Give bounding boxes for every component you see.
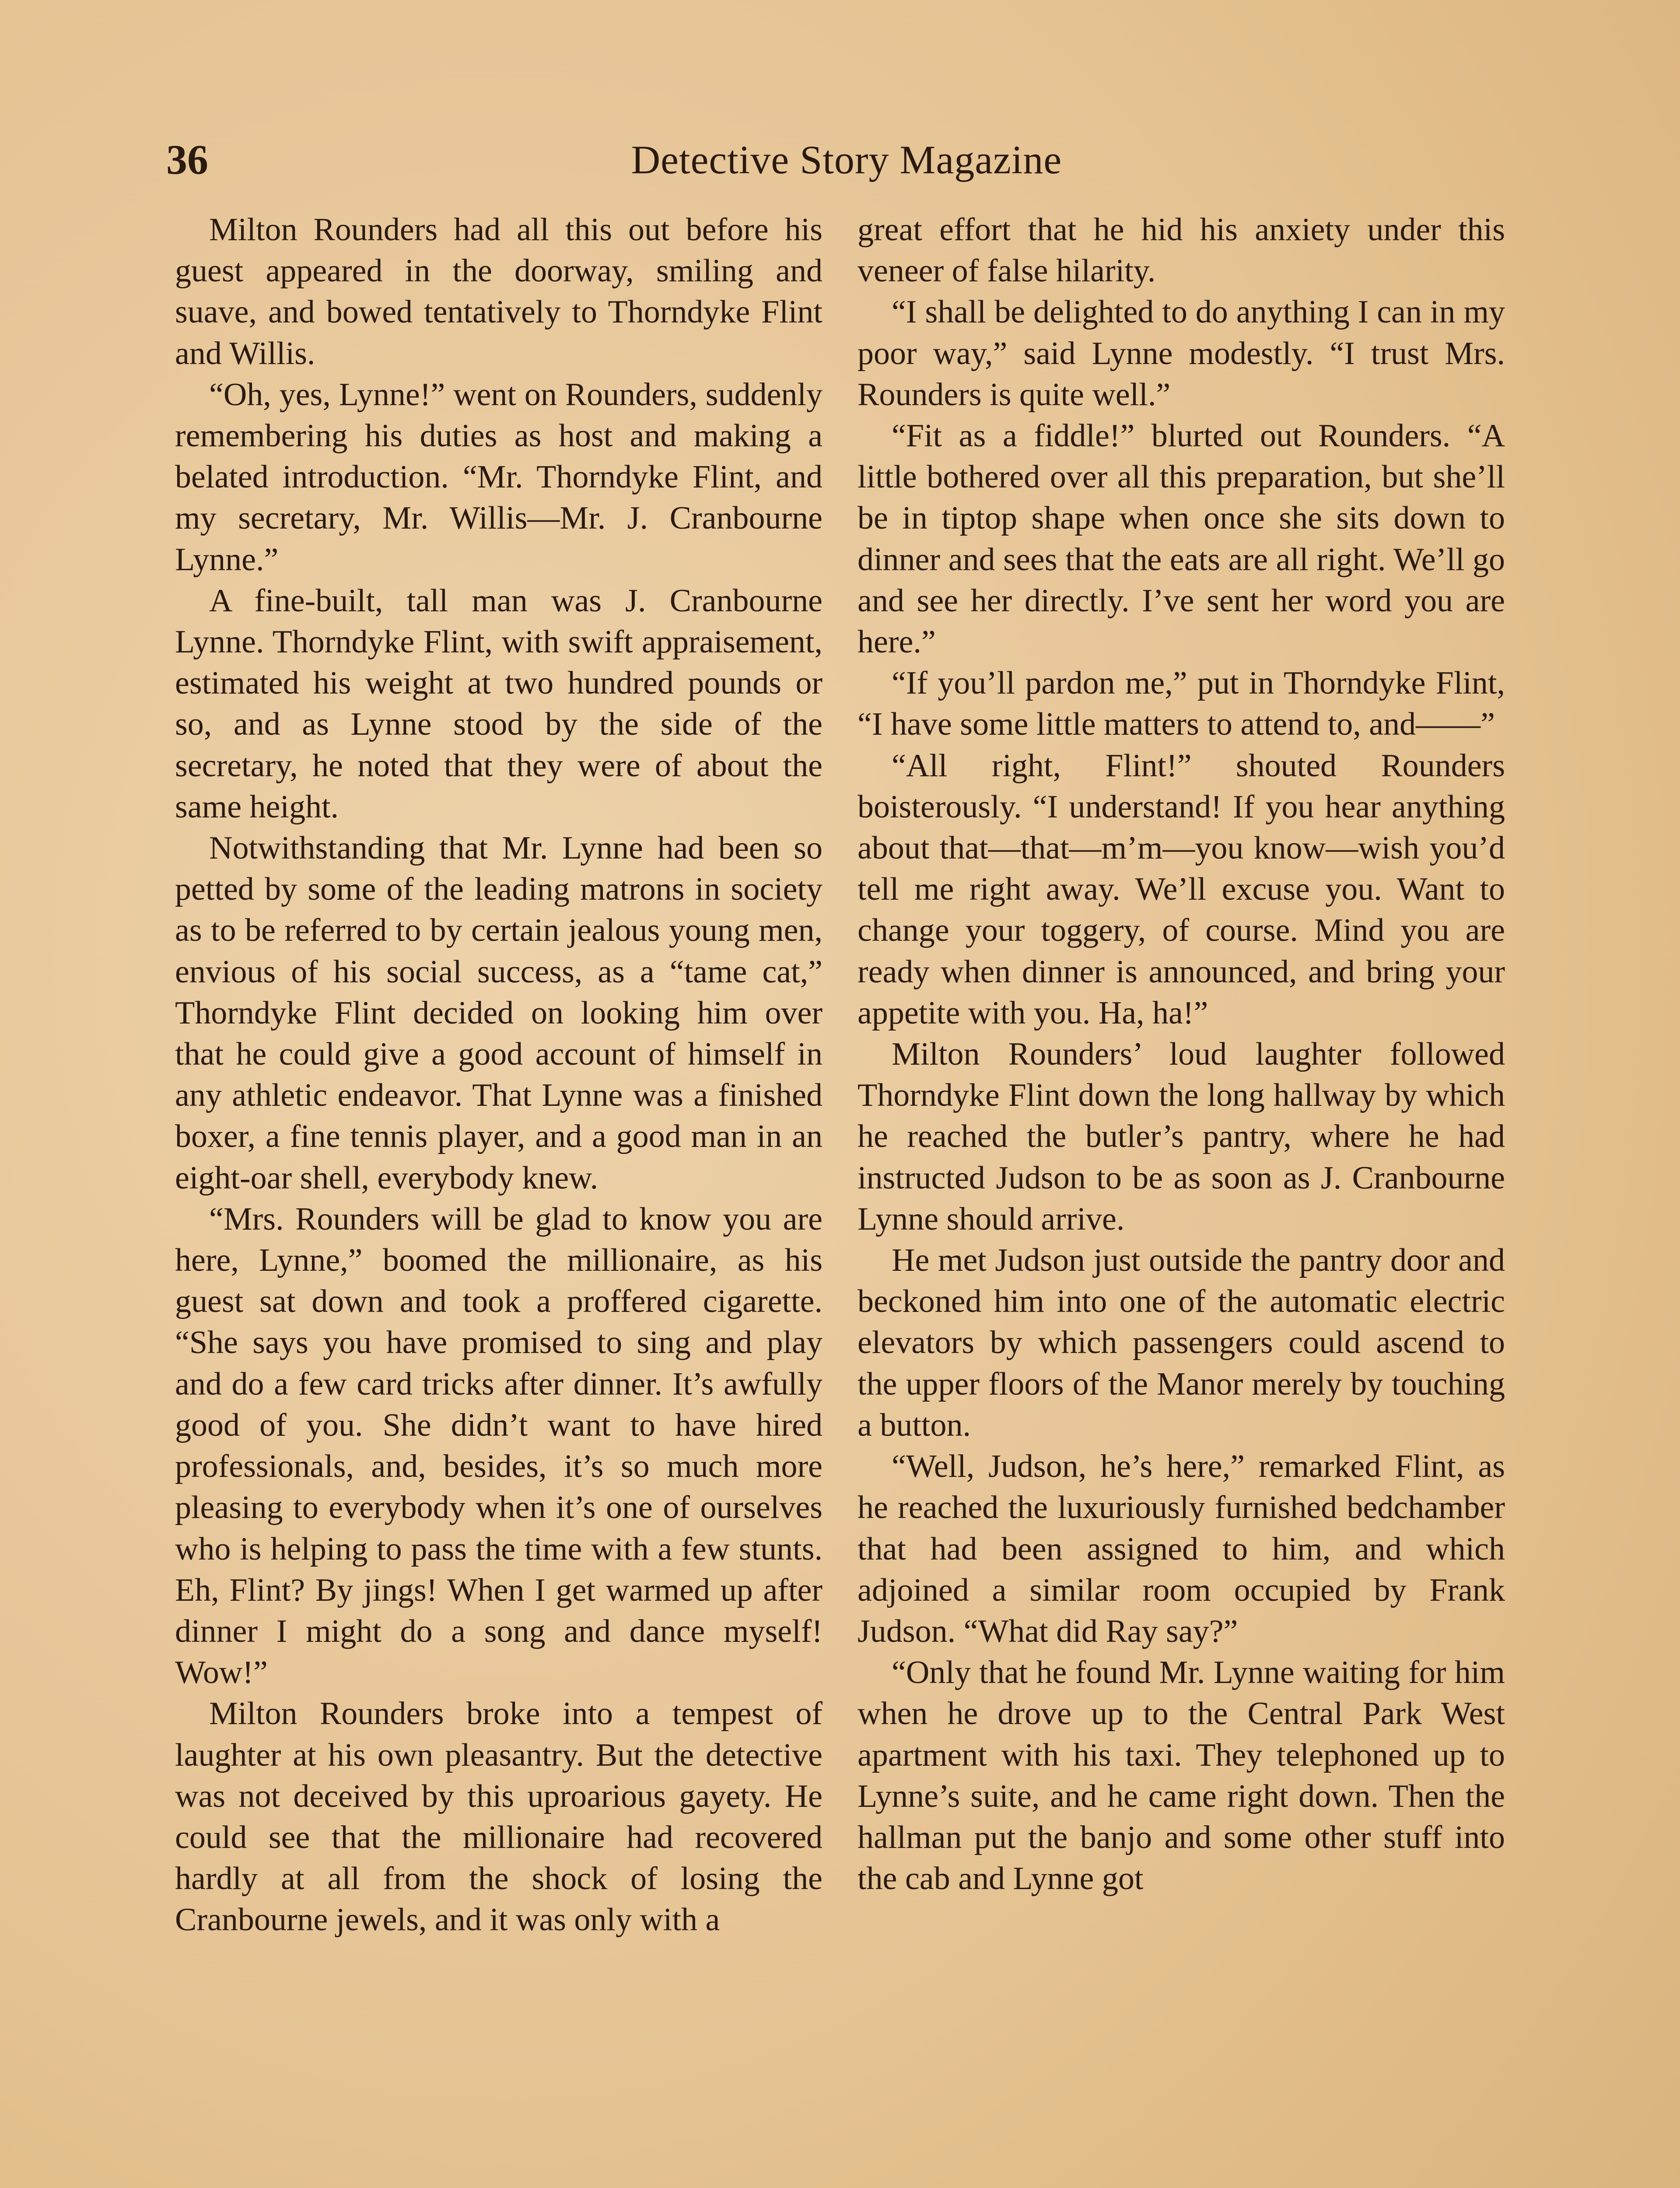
right-column xyxy=(858,209,1505,1899)
paragraph: “Mrs. Rounders will be glad to know you are here, Lynne,” boomed the millionaire, as his guest sat down and took a proffered cigarette. “She says you have promised to sing and play and do a few card tricks after dinner. It’s awfully good of you. She didn’t want to have hired professionals, and, besides, it’s so much more pleasing to everybody when it’s one of ourselves who is helping to pass the time with a few stunts. Eh, Flint? By jings! When I get warmed up after dinner I might do a song and dance myself! Wow!” xyxy=(175,1201,822,1691)
paragraph: He met Judson just outside the pantry door and beckoned him into one of the automatic electric elevators by which passengers could ascend to the upper floors of the Manor merely by touching a button. xyxy=(858,1242,1505,1443)
paragraph: “All right, Flint!” shouted Rounders boisterously. “I understand! If you hear anything about that—that—m’m—you know—wish you’d tell me right away. We’ll excuse you. Want to change your toggery, of course. Mind you are ready when dinner is announced, and bring your appetite with you. Ha, ha!” xyxy=(858,747,1505,1031)
paragraph: “Well, Judson, he’s here,” remarked Flint, as he reached the luxuriously furnished bedchamber that had been assigned to him, and which adjoined a similar room occupied by Frank Judson. “What did Ray say?” xyxy=(858,1448,1505,1649)
running-head: Detective Story Magazine xyxy=(631,137,1062,182)
page-header xyxy=(166,131,1527,188)
page-number: 36 xyxy=(166,136,208,183)
paragraph: “I shall be delighted to do anything I can in my poor way,” said Lynne modestly. “I trust Mrs. Rounders is quite well.” xyxy=(858,294,1505,413)
paragraph: Milton Rounders’ loud laughter followed Thorndyke Flint down the long hallway by which he reached the butler’s pantry, where he had instructed Judson to be as soon as J. Cranbourne Lynne should arrive. xyxy=(858,1036,1505,1237)
left-column xyxy=(175,209,822,1941)
paragraph: “Fit as a fiddle!” blurted out Rounders. “A little bothered over all this preparation, but she’ll be in tiptop shape when once she sits down to dinner and sees that the eats are all right. We’ll go and see her directly. I’ve sent her word you are here.” xyxy=(858,418,1505,660)
paragraph: Milton Rounders broke into a tempest of laughter at his own pleasantry. But the detective was not deceived by this uproarious gayety. He could see that the millionaire had recovered hardly at all from the shock of losing the Cranbourne jewels, and it was only with a xyxy=(175,1696,822,1938)
paragraph: “Only that he found Mr. Lynne waiting for him when he drove up to the Central Park West apartment with his taxi. They telephoned up to Lynne’s suite, and he came right down. Then the hallman put the banjo and some other stuff into the cab and Lynne got xyxy=(858,1655,1505,1897)
paragraph: A fine-built, tall man was J. Cranbourne Lynne. Thorndyke Flint, with swift appraisement, estimated his weight at two hundred pounds or so, and as Lynne stood by the side of the secretary, he noted that they were of about the same height. xyxy=(175,582,822,825)
paragraph-continued: great effort that he hid his anxiety under this veneer of false hilarity. xyxy=(858,212,1505,289)
paragraph: “Oh, yes, Lynne!” went on Rounders, suddenly remembering his duties as host and making a belated introduction. “Mr. Thorndyke Flint, and my secretary, Mr. Willis—Mr. J. Cranbourne Lynne.” xyxy=(175,376,822,578)
paragraph: Milton Rounders had all this out before his guest appeared in the doorway, smiling and suave, and bowed tentatively to Thorndyke Flint and Willis. xyxy=(175,212,822,372)
paragraph: “If you’ll pardon me,” put in Thorndyke Flint, “I have some little matters to attend to, and——” xyxy=(858,665,1505,743)
paragraph: Notwithstanding that Mr. Lynne had been so petted by some of the leading matrons in society as to be referred to by certain jealous young men, envious of his social success, as a “tame cat,” Thorndyke Flint decided on looking him over that he could give a good account of himself in any athletic endeavor. That Lynne was a finished boxer, a fine tennis player, and a good man in an eight-oar shell, everybody knew. xyxy=(175,830,822,1196)
